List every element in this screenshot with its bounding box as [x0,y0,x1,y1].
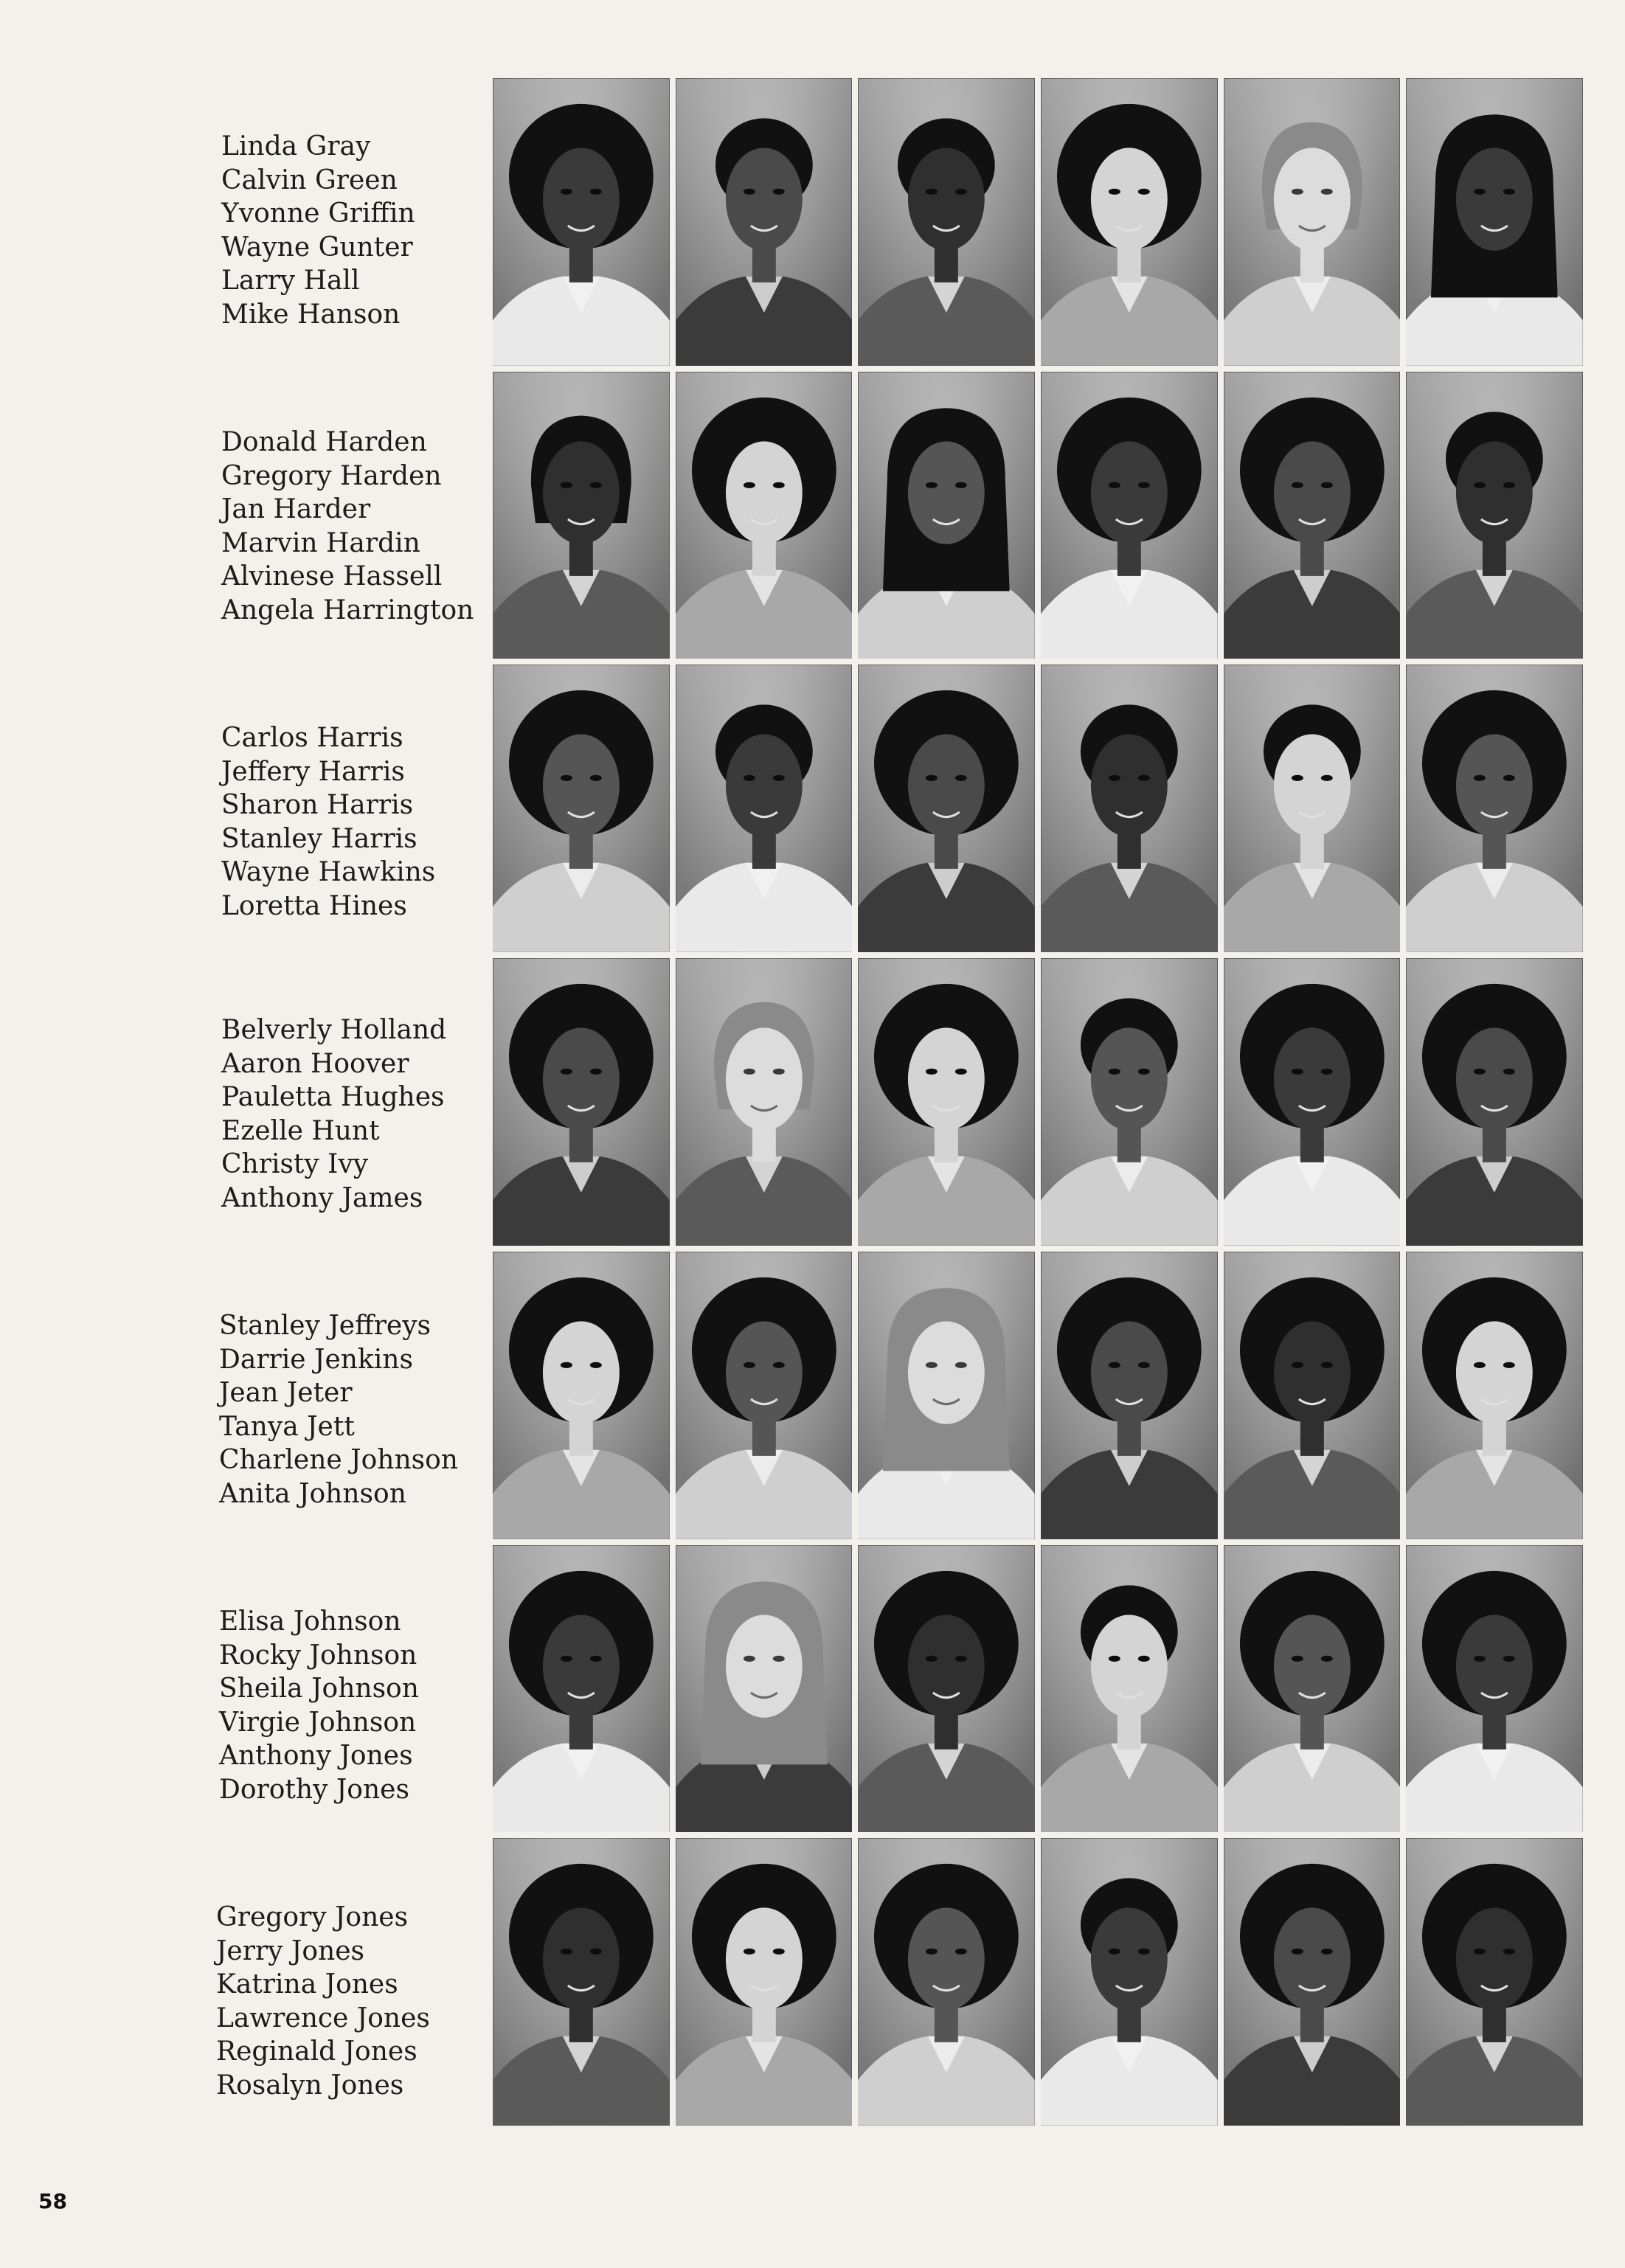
student-name: Belverly Holland [221,1015,447,1045]
student-name: Elisa Johnson [219,1606,401,1637]
student-name: Rocky Johnson [219,1640,417,1671]
name-list [221,426,494,628]
student-name: Anthony James [221,1182,423,1213]
student-portrait [1406,1252,1583,1539]
student-name: Larry Hall [221,266,360,296]
student-name: Stanley Harris [221,823,417,854]
student-portrait [493,1545,670,1833]
student-name: Sheila Johnson [219,1674,419,1705]
student-portrait [858,958,1035,1246]
student-portrait [1041,1252,1218,1539]
name-list [219,1309,492,1511]
student-name: Jean Jeter [219,1378,353,1409]
student-name: Wayne Gunter [221,232,413,263]
student-portrait [858,1838,1035,2126]
student-portrait [676,1545,853,1833]
student-name: Reginald Jones [216,2036,417,2067]
student-portrait [1406,1838,1583,2126]
student-portrait [676,1252,853,1539]
student-portrait [1041,1545,1218,1833]
student-name: Alvinese Hassell [221,561,443,592]
student-name: Linda Gray [221,131,371,162]
student-portrait [493,1252,670,1539]
student-name: Wayne Hawkins [221,857,436,888]
student-portrait [858,1545,1035,1833]
student-name: Jan Harder [221,494,371,525]
student-name: Aaron Hoover [221,1048,409,1079]
student-name: Mike Hanson [221,299,401,330]
student-name: Gregory Harden [221,460,442,491]
student-name: Darrie Jenkins [219,1344,413,1375]
student-name: Tanya Jett [219,1411,355,1442]
student-portrait [493,958,670,1246]
student-portrait [1406,1545,1583,1833]
student-portrait [1041,78,1218,366]
name-list [221,721,494,923]
student-portrait [676,78,853,366]
student-name: Anita Johnson [219,1478,406,1509]
student-portrait [1224,1252,1401,1539]
student-portrait [1224,372,1401,659]
student-name: Anthony Jones [219,1741,413,1772]
student-name: Stanley Jeffreys [219,1311,432,1341]
student-name: Ezelle Hunt [221,1115,380,1146]
student-portrait [493,78,670,366]
student-portrait [676,665,853,952]
student-name: Donald Harden [221,427,427,457]
student-name: Pauletta Hughes [221,1082,445,1113]
student-name: Rosalyn Jones [216,2070,404,2101]
student-name: Charlene Johnson [219,1445,458,1476]
student-name: Angela Harrington [221,594,474,625]
student-portrait [676,1838,853,2126]
student-name: Sharon Harris [221,790,414,821]
student-portrait [676,372,853,659]
student-portrait [858,372,1035,659]
student-portrait [1041,958,1218,1246]
student-name: Christy Ivy [221,1149,369,1180]
student-name: Gregory Jones [216,1902,409,1932]
student-portrait [858,1252,1035,1539]
student-name: Yvonne Griffin [221,198,415,229]
student-portrait [1041,372,1218,659]
name-list [219,1605,492,1807]
student-portrait [493,372,670,659]
student-name: Carlos Harris [221,723,403,753]
student-portrait [1406,372,1583,659]
student-name: Calvin Green [221,164,398,195]
page-number: 58 [38,2189,67,2213]
name-list [216,1901,489,2103]
student-portrait [1041,1838,1218,2126]
student-name: Lawrence Jones [216,2002,430,2033]
student-name: Loretta Hines [221,890,407,921]
name-list [221,1013,494,1216]
student-portrait [1224,1545,1401,1833]
student-portrait [493,1838,670,2126]
student-name: Virgie Johnson [219,1707,417,1738]
student-portrait [676,958,853,1246]
student-portrait [1224,958,1401,1246]
student-portrait [1224,665,1401,952]
student-portrait [1406,665,1583,952]
student-portrait [1406,78,1583,366]
student-name: Dorothy Jones [219,1774,409,1805]
student-portrait [1406,958,1583,1246]
student-portrait [1224,1838,1401,2126]
student-name: Marvin Hardin [221,527,420,558]
student-portrait [858,78,1035,366]
name-list [221,130,494,332]
student-portrait [858,665,1035,952]
student-name: Katrina Jones [216,1969,398,2000]
student-name: Jeffery Harris [221,756,405,787]
student-portrait [493,665,670,952]
student-name: Jerry Jones [216,1935,365,1966]
student-portrait [1224,78,1401,366]
portrait-grid [493,78,1583,2126]
student-portrait [1041,665,1218,952]
